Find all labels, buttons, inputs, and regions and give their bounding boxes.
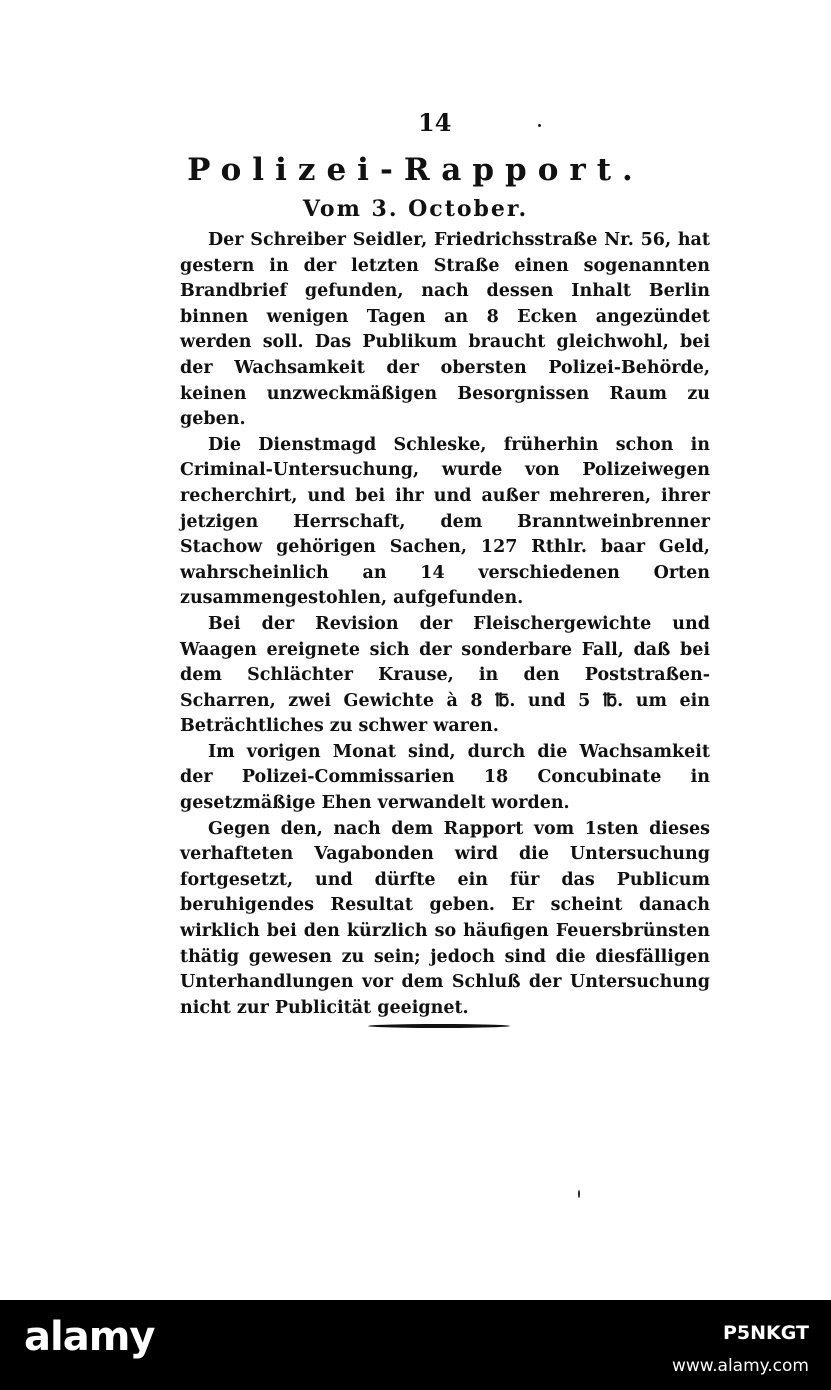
page-number: 14	[418, 108, 452, 137]
paragraph: Der Schreiber Seidler, Friedrichsstraße Nr. 56, hat gestern in der letzten Straße einen sogenannten Brandbrief gefunden, nach dessen Inhalt Berlin binnen wenigen Tagen an 8 Ecken angezündet werden soll. Das Publikum braucht gleichwohl, bei der Wachsamkeit der obersten Polizei-Behörde, keinen unzweckmäßigen Besorgnissen Raum zu geben.	[180, 230, 710, 430]
image-id: P5NKGT	[723, 1322, 809, 1344]
watermark-url: www.alamy.com	[671, 1356, 809, 1376]
paragraph: Gegen den, nach dem Rapport vom 1sten dieses verhafteten Vagabonden wird die Untersuchung fortgesetzt, und dürfte ein für das Publicum beruhigendes Resultat geben. Er scheint danach wirklich bei den kürzlich so häufigen Feuersbrünsten thätig gewesen zu sein; jedoch sind die diesfälligen Unterhandlungen vor dem Schluß der Untersuchung nicht zur Publicität geeignet.	[180, 818, 710, 1018]
stock-watermark-bar	[0, 1300, 831, 1390]
end-rule-divider	[368, 1024, 510, 1028]
ink-speck	[578, 1190, 580, 1198]
page-subtitle: Vom 3. October.	[302, 196, 529, 222]
paragraph: Die Dienstmagd Schleske, früherhin schon in Criminal-Untersuchung, wurde von Polizeiwegen recherchirt, und bei ihr und außer mehreren, ihrer jetzigen Herrschaft, dem Branntweinbrenner Stachow gehörigen Sachen, 127 Rthlr. baar Geld, wahrscheinlich an 14 verschiedenen Orten zusammengestohlen, aufgefunden.	[180, 434, 710, 609]
ink-speck	[538, 124, 541, 127]
report-body	[180, 228, 710, 1021]
page-title: Polizei-Rapport.	[187, 152, 644, 188]
paragraph: Bei der Revision der Fleischergewichte und Waagen ereignete sich der sonderbare Fall, daß bei dem Schlächter Krause, in den Poststraßen-Scharren, zwei Gewichte à 8 ℔. und 5 ℔. um ein Beträchtliches zu schwer waren.	[180, 613, 710, 737]
paragraph: Im vorigen Monat sind, durch die Wachsamkeit der Polizei-Commissarien 18 Concubinate in gesetzmäßige Ehen verwandelt worden.	[180, 741, 710, 814]
alamy-logo: alamy	[24, 1314, 155, 1360]
